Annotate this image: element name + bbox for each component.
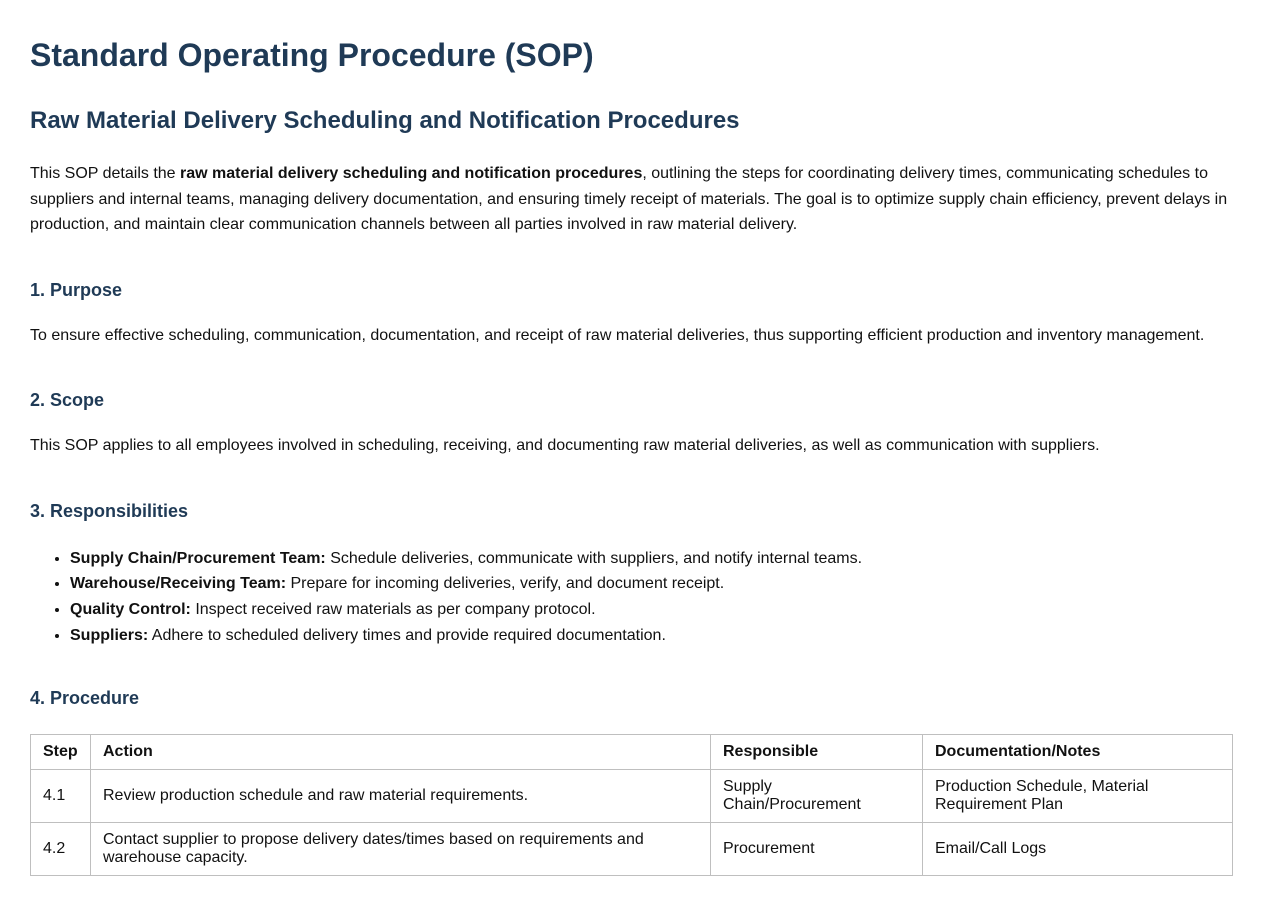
role-label: Warehouse/Receiving Team: — [70, 575, 287, 593]
role-description: Inspect received raw materials as per company protocol. — [190, 601, 596, 619]
responsibilities-heading: 3. Responsibilities — [30, 500, 189, 521]
table-header-row — [31, 734, 1233, 769]
role-description: Adhere to scheduled delivery times and provide required documentation. — [148, 626, 666, 644]
notes-cell: Production Schedule, Material Requirement Plan — [923, 769, 1233, 822]
document-subtitle: Raw Material Delivery Scheduling and Notification Procedures — [30, 107, 740, 134]
responsible-cell: Procurement — [711, 822, 923, 875]
intro-text-end: , outlining the steps for coordinating delivery times, communicating schedules to suppliers and internal teams, managing delivery documentation, and ensuring timely receipt of materials. The goal is to optimize supply chain efficiency, prevent delays in production, and maintain clear communication channels between all parties involved in raw material delivery. — [30, 165, 1228, 233]
action-cell: Contact supplier to propose delivery dates/times based on requirements and warehouse capacity. — [91, 822, 711, 875]
column-header-notes: Documentation/Notes — [923, 734, 1233, 769]
purpose-text: To ensure effective scheduling, communication, documentation, and receipt of raw material deliveries, thus supporting efficient production and inventory management. — [30, 326, 1205, 344]
table-row — [31, 769, 1233, 822]
role-label: Suppliers: — [70, 626, 149, 644]
role-description: Prepare for incoming deliveries, verify, and document receipt. — [286, 575, 725, 593]
column-header-action: Action — [91, 734, 711, 769]
step-cell: 4.2 — [31, 822, 91, 875]
intro-text-start: This SOP details the — [30, 165, 180, 182]
list-item — [70, 546, 1233, 572]
list-item — [70, 571, 1233, 597]
purpose-heading: 1. Purpose — [30, 279, 123, 300]
intro-paragraph — [30, 161, 1233, 238]
scope-heading: 2. Scope — [30, 390, 105, 410]
list-item — [70, 597, 1233, 623]
procedure-heading: 4. Procedure — [30, 687, 140, 708]
table-row — [31, 822, 1233, 875]
role-label: Quality Control: — [70, 601, 191, 619]
role-label: Supply Chain/Procurement Team: — [70, 549, 326, 567]
responsibilities-list — [30, 546, 1233, 649]
column-header-responsible: Responsible — [711, 734, 923, 769]
step-cell: 4.1 — [31, 769, 91, 822]
action-cell: Review production schedule and raw material requirements. — [91, 769, 711, 822]
notes-cell: Email/Call Logs — [923, 822, 1233, 875]
column-header-step: Step — [31, 734, 91, 769]
list-item — [70, 623, 1233, 649]
scope-text: This SOP applies to all employees involved in scheduling, receiving, and documenting raw material deliveries, as well as communication with suppliers. — [30, 437, 1100, 454]
intro-emphasis: raw material delivery scheduling and notification procedures — [180, 165, 643, 182]
document-title: Standard Operating Procedure (SOP) — [30, 37, 594, 73]
responsible-cell: Supply Chain/Procurement — [711, 769, 923, 822]
sop-document — [0, 36, 1263, 876]
procedure-table — [30, 734, 1233, 876]
role-description: Schedule deliveries, communicate with suppliers, and notify internal teams. — [325, 549, 863, 567]
